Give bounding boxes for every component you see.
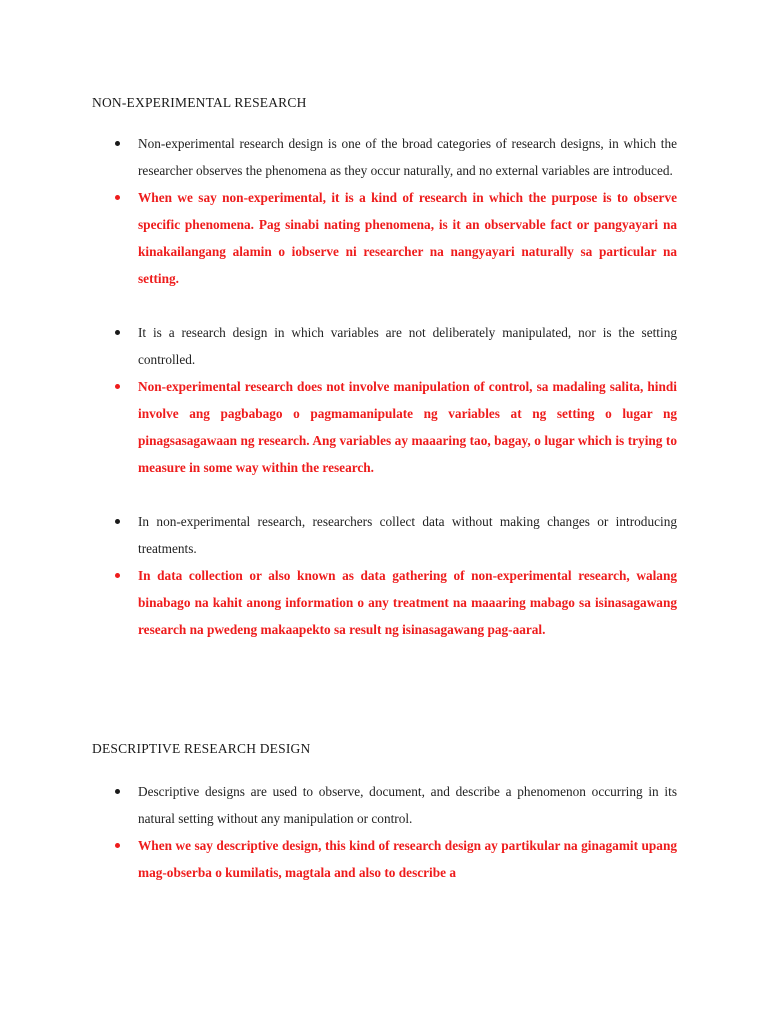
section-heading-descriptive: DESCRIPTIVE RESEARCH DESIGN	[92, 741, 311, 756]
bullet-icon	[115, 843, 120, 848]
list-item-highlight	[0, 832, 768, 886]
list-item-text: It is a research design in which variables are not deliberately manipulated, nor is the setting controlled.	[138, 325, 677, 367]
section-heading-non-experimental: NON-EXPERIMENTAL RESEARCH	[92, 95, 307, 110]
list-item-highlight	[0, 184, 768, 292]
bullet-icon	[115, 195, 120, 200]
list-item	[0, 508, 768, 562]
bullet-icon	[115, 330, 120, 335]
list-item-text: Non-experimental research design is one of the broad categories of research designs, in which the researcher observes the phenomena as they occur naturally, and no external variables are introduced.	[138, 136, 677, 178]
bullet-list-descriptive	[0, 778, 768, 886]
list-item-highlight	[0, 373, 768, 481]
bullet-list-non-experimental	[0, 130, 768, 643]
list-item-text: In non-experimental research, researchers collect data without making changes or introducing treatments.	[138, 514, 677, 556]
list-item	[0, 319, 768, 373]
list-item	[0, 778, 768, 832]
list-item-text: In data collection or also known as data gathering of non-experimental research, walang binabago na kahit anong information o any treatment na maaaring mabago sa isinasagawang research na pwedeng makaapekto sa result ng isinasagawang pag-aaral.	[138, 568, 677, 637]
list-item-text: When we say non-experimental, it is a kind of research in which the purpose is to observe specific phenomena. Pag sinabi nating phenomena, is it an observable fact or pangyayari na kinakailangang alamin o iobserve ni researcher na nangyayari naturally sa particular na setting.	[138, 190, 677, 286]
bullet-icon	[115, 789, 120, 794]
bullet-icon	[115, 384, 120, 389]
bullet-icon	[115, 573, 120, 578]
list-item-text: Descriptive designs are used to observe, document, and describe a phenomenon occurring in its natural setting without any manipulation or control.	[138, 784, 677, 826]
list-item-text: When we say descriptive design, this kind of research design ay partikular na ginagamit upang mag-obserba o kumilatis, magtala and also to describe a	[138, 838, 677, 880]
bullet-icon	[115, 519, 120, 524]
list-item-highlight	[0, 562, 768, 643]
list-item-text: Non-experimental research does not involve manipulation of control, sa madaling salita, hindi involve ang pagbabago o pagmamanipulate ng variables at ng setting o lugar ng pinagsasagawaan ng research. Ang variables ay maaaring tao, bagay, o lugar which is trying to measure in some way within the research.	[138, 379, 677, 475]
bullet-icon	[115, 141, 120, 146]
list-item	[0, 130, 768, 184]
